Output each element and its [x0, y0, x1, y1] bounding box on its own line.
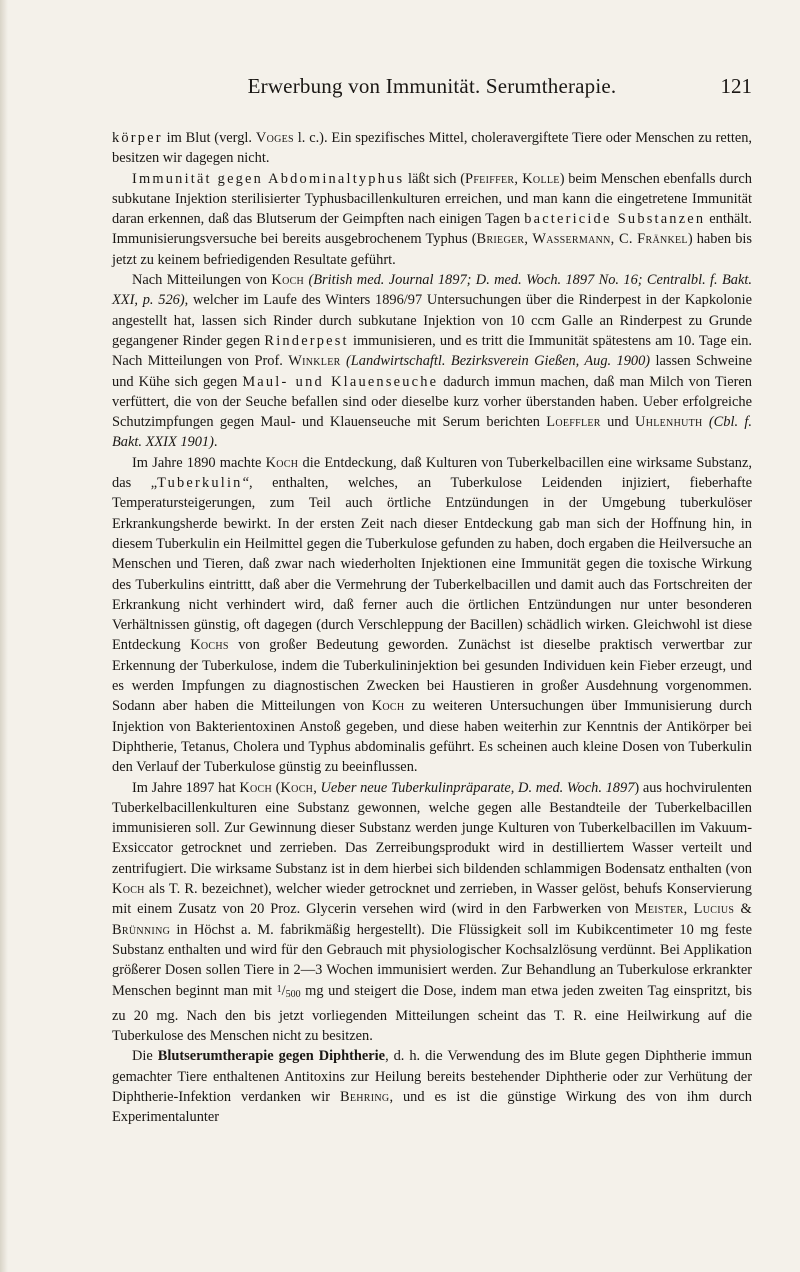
paragraph: [112, 1046, 752, 1127]
text-run: lassen Schweine und Kühe sich gegen: [112, 353, 753, 390]
text-run: Kochs: [190, 637, 229, 654]
text-run: immunisieren, und es tritt die Immunität spätestens am 10. Tage ein. Nach Mitteilungen von Prof.: [112, 332, 752, 370]
text-run: Die: [132, 1048, 158, 1065]
text-run: als T. R. bezeichnet), welcher wieder getrocknet und zerrieben, in Wasser gelöst, behufs Konservierung mit einem Zusatz von 20 Proz. Glycerin versehen wird (wird in den Farbwerken von: [112, 880, 752, 918]
text-run: ) beim Menschen ebenfalls durch subkutane Injektion sterilisierter Typhusbacillenkulturen erreichen, und man kann die eingetretene Immunität daran erkennen, daß das Blutserum der Geimpften nach einigen Tagen: [112, 170, 752, 228]
text-run: körper: [112, 130, 163, 146]
text-run: (British med. Journal 1897; D. med. Woch. 1897 No. 16; Centralbl. f. Bakt. XXI, p. 526): [112, 272, 752, 309]
text-run: Rinderpest: [264, 332, 349, 349]
text-run: Blutserumtherapie gegen Diphtherie: [157, 1048, 386, 1065]
text-run: Tuberkulin: [157, 475, 243, 492]
text-run: Brieger, Wassermann, C. Fränkel: [476, 231, 688, 248]
text-run: Pfeiffer, Kolle: [465, 170, 560, 187]
text-run: Loeffler: [546, 414, 601, 431]
text-run: 1: [276, 984, 282, 996]
text-run: Koch: [371, 698, 405, 715]
paragraph: [112, 270, 752, 453]
text-run: und: [600, 414, 636, 431]
running-title: Erwerbung von Immunität. Serumtherapie.: [247, 74, 617, 98]
text-run: dadurch immun machen, daß man Milch von Tieren verfüttert, die von der Seuche befallen sind oder dieselbe kurz vorher überstanden haben. Ueber erfolgreiche Schutzimpfungen gegen Maul- und Klauenseuche mit Serum berichten: [112, 373, 752, 431]
text-run: Im Jahre 1890 machte: [132, 454, 266, 471]
paragraph: [112, 778, 752, 1047]
text-run: im Blut (vergl.: [162, 130, 256, 146]
text-run: Maul- und Klauenseuche: [242, 373, 439, 390]
body-text: [112, 128, 752, 1128]
text-run: ,: [313, 779, 321, 796]
text-run: Behring: [339, 1088, 390, 1105]
text-run: /: [281, 983, 286, 1000]
paragraph: [112, 169, 752, 270]
paragraph: [112, 453, 752, 778]
text-run: (: [272, 779, 281, 796]
text-run: zu weiteren Untersuchungen über Immunisierung durch Injektion von Bakterientoxinen Anstoß gegeben, und diese haben weiterhin zur Kenntnis der Antikörper bei Diphtherie, Tetanus, Cholera und Typhus abdominalis geführt. Es scheinen auch kleine Dosen von Tuberkulin den Verlauf der Tuberkulose günstig zu beeinflussen.: [112, 698, 752, 776]
text-run: (Cbl. f. Bakt. XXIX 1901): [112, 414, 752, 451]
text-run: Voges: [255, 130, 294, 146]
text-run: (Landwirtschaftl. Bezirksverein Gießen, Aug. 1900): [345, 353, 651, 370]
text-run: , welcher im Laufe des Winters 1896/97 Untersuchungen über die Rinderpest in der Kapkolonie angestellt hat, lassen sich Rinder durch subkutane Injektion von 10 ccm Galle an Rinderpest zu Grunde gegangener Rinder gegen: [112, 292, 752, 349]
text-run: enthält. Immunisierungsversuche bei bereits ausgebrochenem Typhus (: [112, 211, 753, 248]
text-run: l. c.). Ein spezifisches Mittel, choleravergiftete Tiere oder Menschen zu retten, besitzen wir dagegen nicht.: [112, 130, 752, 167]
paragraph: [112, 128, 752, 169]
text-run: “, enthalten, welches, an Tuberkulose Leidenden injiziert, fieberhafte Temperatursteigerungen, zum Teil auch örtliche Entzündungen in der Umgebung tuberkulöser Erkrankungsherde bewirkt. In der ersten Zeit nach dieser Entdeckung gab man sich der Hoffnung hin, in diesem Tuberkulin ein Heilmittel gegen die Tuberkulose gefunden zu haben, doch ergaben die Heilversuche an Menschen und Tieren, daß zwar nach wiederholten Injektionen eine Immunität gegen die toxische Wirkung des Tuberkulins eintrittt, daß aber die Vermehrung der Tuberkelbacillen und damit auch das Fortschreiten der Erkrankung nicht verhindert wird, daß ferner auch die örtlichen Entzündungen nur unter besonderen Verhältnissen günstig, oft dagegen (durch Verschleppung der Bacillen) schädlich wirken. Gleichwohl ist diese Entdeckung: [112, 475, 752, 654]
text-run: Koch: [280, 779, 314, 796]
text-run: ) haben bis jetzt zu keinem befriedigenden Resultate geführt.: [112, 231, 752, 268]
text-run: Winkler: [288, 353, 341, 370]
text-run: Uhlenhuth: [635, 414, 703, 431]
page-number: 121: [720, 74, 752, 98]
text-run: ) aus hochvirulenten Tuberkelbacillenkulturen eine Substanz gewonnen, welche gegen alle Bestandteile der Tuberkelbacillen immunisieren soll. Zur Gewinnung dieser Substanz werden junge Kulturen von Tuberkelbacillen im Vakuum-Exsiccator getrocknet und zerrieben. Das Zerreibungsprodukt wird in destilliertem Wasser verteilt und zentrifugiert. Die wirksame Substanz ist in dem hierbei sich bildenden schlammigen Bodensatz enthalten (von: [112, 779, 752, 877]
text-run: Ueber neue Tuberkulinpräparate, D. med. Woch. 1897: [320, 779, 635, 796]
text-run: die Entdeckung, daß Kulturen von Tuberkelbacillen eine wirksame Substanz, das „: [112, 454, 752, 492]
text-run: Koch: [112, 880, 145, 897]
text-run: 500: [285, 989, 301, 1001]
text-run: Im Jahre 1897 hat: [132, 779, 240, 796]
text-run: Nach Mitteilungen von: [132, 272, 272, 289]
text-run: Meister, Lucius & Brünning: [112, 901, 752, 938]
text-run: Koch: [265, 454, 299, 471]
text-run: in Höchst a. M. fabrikmäßig hergestellt). Die Flüssigkeit soll im Kubikcentimeter 10 mg feste Substanz enthalten und wird für den Gebrauch mit physiologischer Kochsalzlösung verdünnt. Bei Applikation größerer Dosen sollen Tiere in 2—3 Wochen immunisiert werden. Zur Behandlung an Tuberkulose erkrankter Menschen beginnt man mit: [112, 921, 752, 1000]
running-head: [112, 72, 752, 106]
text-run: Immunität gegen Abdominaltyphus: [132, 170, 405, 187]
text-run: Koch: [239, 779, 273, 796]
text-run: , d. h. die Verwendung des im Blute gegen Diphtherie immun gemachter Tiere enthaltenen Antitoxins zur Heilung bereits bestehender Diphtherie oder zur Verhütung der Diphtherie-Infektion verdanken wir: [112, 1048, 752, 1105]
binding-edge: [0, 0, 8, 1272]
text-run: mg und steigert die Dose, indem man etwa jeden zweiten Tag einspritzt, bis zu 20 mg. Nach den bis jetzt vorliegenden Mitteilungen scheint das T. R. eine Heilwirkung auf die Tuberkulose des Menschen nicht zu besitzen.: [112, 983, 752, 1045]
text-run: läßt sich (: [404, 170, 466, 187]
text-run: von großer Bedeutung geworden. Zunächst ist dieselbe praktisch verwertbar zur Erkennung der Tuberkulose, indem die Tuberkulininjektion bei gesunden Individuen kein Fieber erzeugt, und es werden Impfungen zu diagnostischen Zwecken bei Haustieren in großer Ausdehnung vorgenommen. Sodann aber haben die Mitteilungen von: [112, 637, 752, 715]
text-run: bactericide Substanzen: [524, 211, 706, 228]
text-run: , und es ist die günstige Wirkung des von ihm durch Experimentalunter: [112, 1088, 752, 1126]
text-run: Koch: [271, 272, 305, 289]
text-run: .: [213, 434, 218, 451]
